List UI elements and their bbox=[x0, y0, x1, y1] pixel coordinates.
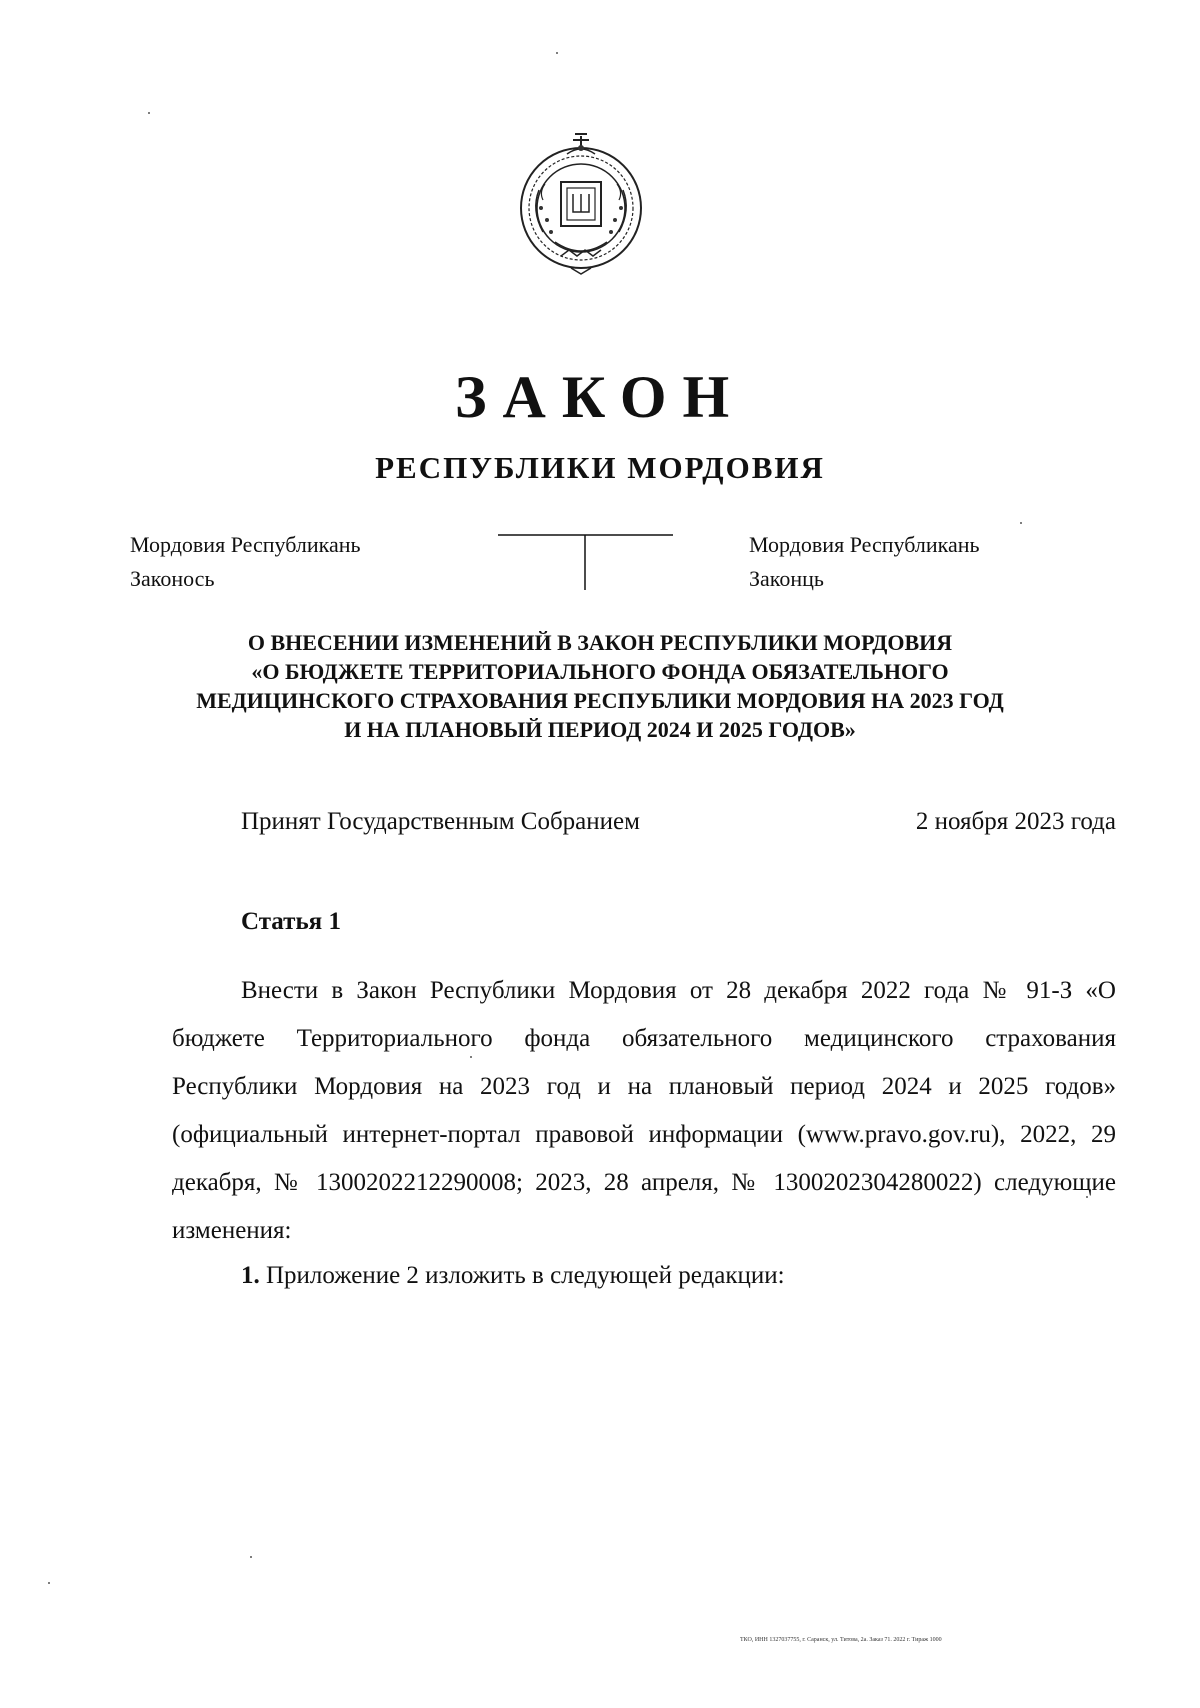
law-title: ЗАКОН bbox=[454, 364, 746, 430]
coat-of-arms-emblem bbox=[511, 130, 651, 278]
heading-line-2: «О БЮДЖЕТЕ ТЕРРИТОРИАЛЬНОГО ФОНДА ОБЯЗАТЕЛЬНОГО bbox=[251, 659, 949, 684]
left-caption-line-2: Законось bbox=[130, 566, 215, 591]
law-heading bbox=[140, 628, 1060, 744]
scan-speck bbox=[48, 1582, 50, 1584]
point-number: 1. bbox=[241, 1262, 260, 1289]
article-point-1 bbox=[241, 1262, 785, 1290]
scan-speck bbox=[556, 52, 558, 54]
article-paragraph: Внести в Закон Республики Мордовия от 28 декабря 2022 года № 91-З «О бюджете Территориального фонда обязательного медицинского страхования Республики Мордовия на 2023 год и на плановый период 2024 и 2025 годов» (официальный интернет-портал правовой информации (www.pravo.gov.ru), 2022, 29 декабря, № 1300202212290008; 2023, 28 апреля, № 1300202304280022) следующие изменения: bbox=[172, 977, 1116, 1244]
scan-speck bbox=[250, 1556, 252, 1558]
print-imprint: ТКО, ИНН 1327037755, г. Саранск, ул. Титова, 2а. Заказ 71. 2022 г. Тираж 1000 bbox=[740, 1637, 942, 1643]
scan-speck bbox=[1086, 1196, 1088, 1198]
right-caption bbox=[749, 528, 980, 596]
registration-bracket bbox=[498, 534, 673, 590]
heading-line-3: МЕДИЦИНСКОГО СТРАХОВАНИЯ РЕСПУБЛИКИ МОРДОВИЯ НА 2023 ГОД bbox=[196, 688, 1004, 713]
scan-speck bbox=[148, 112, 150, 114]
scan-speck bbox=[470, 1056, 472, 1058]
law-subtitle: РЕСПУБЛИКИ МОРДОВИЯ bbox=[375, 450, 825, 485]
adopted-label: Принят Государственным Собранием bbox=[241, 808, 640, 835]
adopted-date: 2 ноября 2023 года bbox=[915, 808, 1116, 835]
heading-line-4: И НА ПЛАНОВЫЙ ПЕРИОД 2024 И 2025 ГОДОВ» bbox=[344, 717, 856, 742]
article-title: Статья 1 bbox=[241, 908, 341, 935]
point-text: Приложение 2 изложить в следующей редакции: bbox=[259, 1262, 785, 1289]
left-caption bbox=[130, 528, 361, 596]
scan-speck bbox=[1020, 522, 1022, 524]
article-body bbox=[172, 967, 1116, 1255]
right-caption-line-1: Мордовия Республикань bbox=[749, 532, 980, 557]
heading-line-1: О ВНЕСЕНИИ ИЗМЕНЕНИЙ В ЗАКОН РЕСПУБЛИКИ МОРДОВИЯ bbox=[247, 630, 953, 655]
left-caption-line-1: Мордовия Республикань bbox=[130, 532, 361, 557]
right-caption-line-2: Законць bbox=[749, 566, 824, 591]
